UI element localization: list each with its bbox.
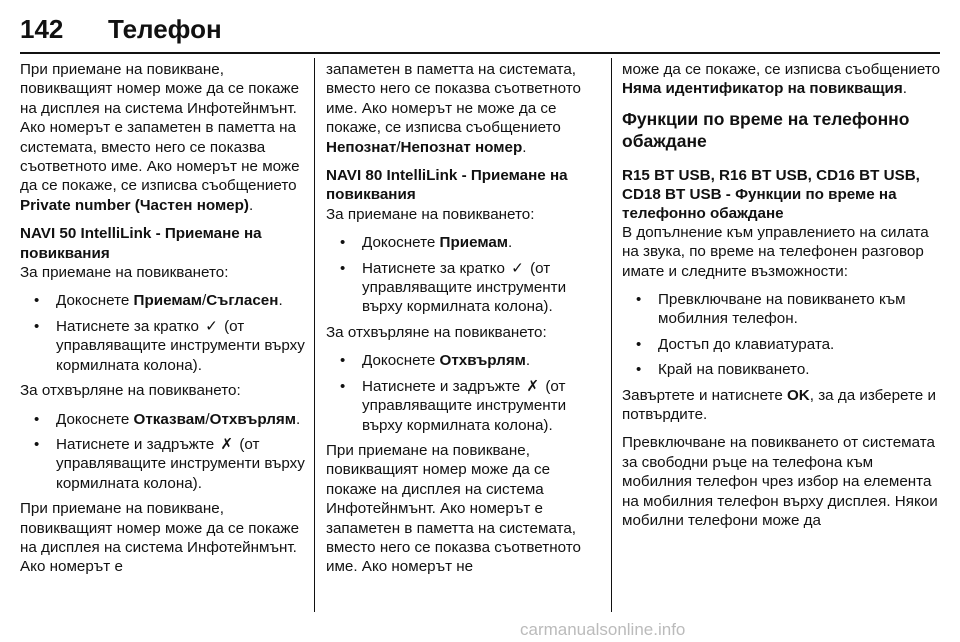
section-heading: NAVI 80 IntelliLink - Приемане на повиквания — [326, 167, 568, 204]
options-list — [622, 290, 944, 380]
list-item: • Докоснете Отказвам/Отхвърлям. — [20, 410, 308, 429]
phone-accept-icon: ✓ — [511, 259, 524, 277]
list-item: • Докоснете Приемам. — [326, 233, 604, 252]
list-item: • Край на повикването. — [622, 360, 944, 379]
paragraph: За приемане на повикването: — [20, 264, 229, 282]
paragraph: може да се покаже, се изписва съобщението Няма идентификатор на повикващия. — [622, 61, 941, 98]
phone-accept-icon: ✓ — [205, 317, 218, 335]
list-item: • Достъп до клавиатурата. — [622, 335, 944, 354]
list-item: • Докоснете Приемам/Съгласен. — [20, 291, 308, 310]
paragraph: запаметен в паметта на системата, вместо него се показва съответното име. Ако номерът не може да се покаже, се изписва съобщението Непознат/Непознат номер. — [326, 61, 581, 156]
reject-list — [20, 410, 308, 494]
accept-list — [326, 233, 604, 317]
list-item: • Превключване на повикването към мобилния телефон. — [622, 290, 944, 329]
phone-reject-icon: ✗ — [526, 377, 540, 395]
column-divider-2 — [611, 58, 612, 612]
page-header — [0, 0, 960, 56]
page-number: 142 — [20, 14, 64, 44]
section-heading: NAVI 50 IntelliLink - Приемане на повиквания — [20, 225, 262, 262]
subsection-heading: R15 BT USB, R16 BT USB, CD16 BT USB, CD18 BT USB - Функции по време на телефонно обаждане — [622, 166, 920, 222]
list-item: • Докоснете Отхвърлям. — [326, 351, 604, 370]
column-1 — [20, 60, 308, 586]
section-title: Функции по време на телефонно обаждане — [622, 108, 910, 151]
list-item: • Натиснете и задръжте ✗ (от управляващите инструменти върху кормилната колона). — [20, 435, 308, 493]
paragraph: Завъртете и натиснете OK, за да изберете и потвърдите. — [622, 386, 936, 424]
accept-list — [20, 291, 308, 375]
list-item: • Натиснете за кратко ✓ (от управляващите инструменти върху кормилната колона). — [20, 317, 308, 375]
paragraph: За отхвърляне на повикването: — [326, 323, 547, 341]
paragraph: При приемане на повикване, повикващият номер може да се покаже на дисплея на система Инфотейнмънт. Ако номерът е запаметен в паметта на системата, вместо него се показва съответното име. Ако номерът не може да се покаже, се изписва съобщението Private number (Частен номер). — [20, 61, 300, 214]
page-title: Телефон — [108, 14, 222, 44]
paragraph: В допълнение към управлението на силата на звука, по време на телефонен разговор имате и следните възможности: — [622, 223, 929, 280]
paragraph: При приемане на повикване, повикващият номер може да се покаже на дисплея на система Инфотейнмънт. Ако номерът е — [20, 500, 300, 576]
paragraph: При приемане на повикване, повикващият номер може да се покаже на дисплея на система Инфотейнмънт. Ако номерът е запаметен в паметта на системата, вместо него се показва съответното име. Ако номерът не — [326, 441, 581, 576]
reject-list — [326, 351, 604, 435]
list-item: • Натиснете за кратко ✓ (от управляващите инструменти върху кормилната колона). — [326, 259, 604, 317]
column-3 — [622, 60, 944, 540]
paragraph: За приемане на повикването: — [326, 205, 535, 223]
column-divider-1 — [314, 58, 315, 612]
paragraph: За отхвърляне на повикването: — [20, 382, 241, 400]
header-rule — [20, 52, 940, 54]
watermark: carmanualsonline.info — [520, 620, 686, 639]
paragraph: Превключване на повикването от системата за свободни ръце на телефона към мобилния телефон чрез избор на елемента на мобилния телефон върху дисплея. Някои мобилни телефони може да — [622, 434, 938, 530]
phone-reject-icon: ✗ — [220, 435, 234, 453]
list-item: • Натиснете и задръжте ✗ (от управляващите инструменти върху кормилната колона). — [326, 377, 604, 435]
column-2 — [326, 60, 604, 586]
